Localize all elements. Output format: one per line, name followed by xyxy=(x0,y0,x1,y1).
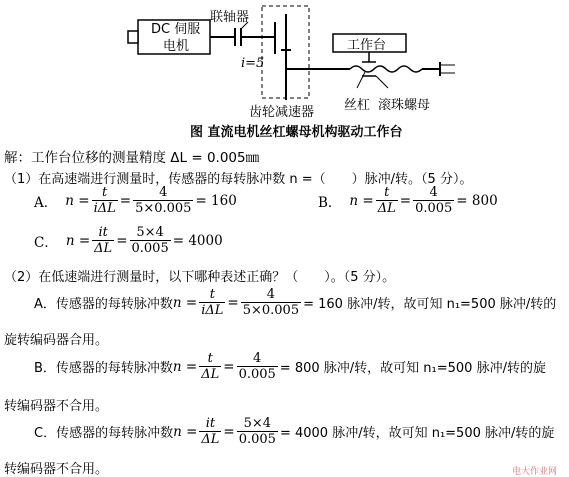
q2-b-prefix: B．传感器的每转脉冲数 xyxy=(34,361,173,377)
fraction-t-over-idl xyxy=(92,186,118,215)
question-2: （2）在低速端进行测量时，以下哪种表述正确？（ ）。（5 分）。 xyxy=(4,270,396,285)
gear-reducer-label: 齿轮减速器 xyxy=(249,105,315,120)
q1-option-a[interactable] xyxy=(34,186,237,215)
precision-line: 解：工作台位移的测量精度 ΔL = 0.005㎜ xyxy=(4,150,260,166)
q2-a-prefix: A．传感器的每转脉冲数 xyxy=(34,297,173,313)
ratio-label: i=5 xyxy=(241,56,265,71)
n-eq: n = xyxy=(173,423,198,440)
q2-a-suffix: = 160 脉冲/转，故可知 n₁=500 脉冲/转的 xyxy=(303,297,557,313)
denominator: 0.005 xyxy=(415,200,453,216)
fraction-5x4-over-0005 xyxy=(237,417,278,446)
numerator: 4 xyxy=(266,287,276,302)
q2-option-b[interactable] xyxy=(34,352,546,381)
numerator: 4 xyxy=(429,185,438,200)
equals: = xyxy=(223,358,235,375)
q1-c-result: = 4000 xyxy=(172,232,223,249)
n-eq: n = xyxy=(349,192,374,209)
fraction-it-over-dl xyxy=(199,417,221,446)
n-eq: n = xyxy=(172,358,198,375)
q2-a-continuation: 旋转编码器合用。 xyxy=(4,333,109,348)
numerator: t xyxy=(102,185,108,200)
n-eq: n = xyxy=(65,192,90,209)
ballnut-label: 滚珠螺母 xyxy=(378,98,431,113)
q2-b-continuation: 转编码器不合用。 xyxy=(4,399,109,414)
motor-label-line1: DC 伺服 xyxy=(151,22,201,37)
equals: = xyxy=(223,423,235,440)
motor-label-line2: 电机 xyxy=(163,39,190,54)
fraction-4-over-0005 xyxy=(237,352,278,381)
option-a-label: A． xyxy=(34,194,58,211)
numerator: t xyxy=(384,185,390,200)
q2-option-a[interactable] xyxy=(34,288,556,317)
fraction-it-over-dl xyxy=(92,226,114,255)
equals: = xyxy=(116,232,128,249)
q2-b-suffix: = 800 脉冲/转，故可知 n₁=500 脉冲/转的旋 xyxy=(279,361,546,377)
numerator: 5×4 xyxy=(136,225,164,240)
denominator: ΔL xyxy=(201,431,220,447)
equals: = xyxy=(227,294,239,311)
numerator: 4 xyxy=(159,185,168,200)
denominator: iΔL xyxy=(93,200,116,216)
q1-a-result: = 160 xyxy=(195,192,237,209)
watermark: 电大作业网 xyxy=(512,467,558,477)
table-label: 工作台 xyxy=(347,38,387,53)
numerator: it xyxy=(205,416,216,431)
denominator: ΔL xyxy=(377,200,396,216)
numerator: t xyxy=(207,351,213,366)
fraction-t-over-idl xyxy=(199,288,225,317)
denominator: iΔL xyxy=(201,302,224,318)
equals: = xyxy=(119,192,132,209)
numerator: 4 xyxy=(253,351,262,366)
q2-c-prefix: C．传感器的每转脉冲数 xyxy=(34,426,174,442)
fraction-4-over-5x0005 xyxy=(241,288,301,317)
denominator: 0.005 xyxy=(238,431,276,447)
option-b-label: B． xyxy=(318,194,342,211)
question-1: （1）在高速端进行测量时，传感器的每转脉冲数 n =（ ）脉冲/转。（5 分）。 xyxy=(4,172,473,187)
option-c-label: C． xyxy=(34,234,58,251)
fraction-4-over-5x0005 xyxy=(133,186,193,215)
numerator: 5×4 xyxy=(243,416,272,431)
numerator: it xyxy=(98,225,108,240)
denominator: 0.005 xyxy=(131,240,169,256)
denominator: ΔL xyxy=(201,366,220,382)
denominator: 5×0.005 xyxy=(242,302,300,318)
q2-c-suffix: = 4000 脉冲/转，故可知 n₁=500 脉冲/转的旋 xyxy=(279,426,555,442)
q1-option-c[interactable] xyxy=(34,226,223,255)
fraction-t-over-dl xyxy=(199,352,221,381)
fraction-t-over-dl xyxy=(376,186,398,215)
q2-option-c[interactable] xyxy=(34,417,554,446)
equals: = xyxy=(399,192,412,209)
q2-c-continuation: 转编码器不合用。 xyxy=(4,462,109,477)
n-eq: n = xyxy=(65,232,91,249)
fraction-5x4-over-0005 xyxy=(130,226,171,255)
n-eq: n = xyxy=(172,294,198,311)
denominator: 0.005 xyxy=(238,366,276,382)
figure-caption: 图 直流电机丝杠螺母机构驱动工作台 xyxy=(190,125,403,140)
screw-label: 丝杠 xyxy=(344,98,371,113)
fraction-4-over-0005 xyxy=(413,186,454,215)
q1-b-result: = 800 xyxy=(456,192,498,209)
coupling-label: 联轴器 xyxy=(210,10,250,25)
numerator: t xyxy=(209,287,215,302)
denominator: ΔL xyxy=(94,240,113,256)
denominator: 5×0.005 xyxy=(135,200,192,216)
q1-option-b[interactable] xyxy=(318,186,498,215)
